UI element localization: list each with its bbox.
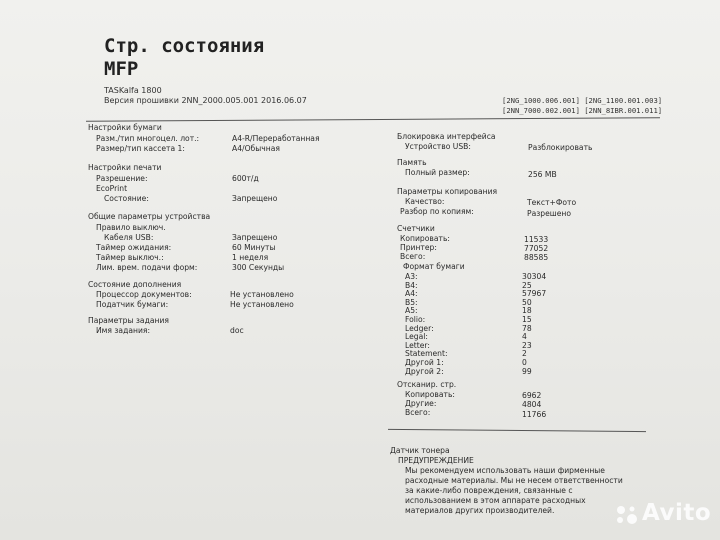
counter-printer-label: Принтер: [400, 243, 437, 252]
avito-logo-icon [614, 504, 640, 526]
paper-format-label: B4: [405, 280, 418, 290]
doc-processor-value: Не установлено [230, 290, 294, 299]
paper-format-label: Legal: [405, 332, 428, 342]
print-settings-heading: Настройки печати [88, 163, 162, 172]
usb-device-label: Устройство USB: [405, 142, 471, 151]
counter-printer-value: 77052 [524, 244, 549, 253]
paper-format-value: 4 [522, 332, 527, 342]
paper-format-value: 15 [522, 315, 532, 324]
ecoprint-state-value: Запрещено [232, 194, 278, 203]
toner-heading: Датчик тонера [390, 446, 450, 455]
sleep-timer-label: Таймер ожидания: [96, 243, 172, 252]
doc-processor-label: Процессор документов: [96, 290, 192, 299]
counter-total-label: Всего: [400, 252, 426, 261]
mp-tray-label: Разм./тип многоцел. лот.: [96, 134, 200, 143]
scan-total-value: 11766 [522, 410, 547, 419]
paper-format-label: A5: [405, 306, 418, 316]
paper-format-value: 18 [522, 306, 532, 316]
device-model: TASKalfa 1800 [104, 86, 162, 95]
usb-cable-label: Кабеля USB: [104, 233, 154, 242]
toner-divider [388, 429, 646, 432]
memory-heading: Память [397, 158, 427, 167]
paper-format-label: Statement: [405, 349, 448, 359]
paper-format-label: A3: [405, 272, 418, 281]
collate-label: Разбор по копиям: [400, 207, 474, 216]
toner-text-3: за какие-либо повреждения, связанные с [405, 486, 573, 495]
paper-format-label: Folio: [405, 315, 426, 324]
usb-cable-value: Запрещено [232, 233, 278, 242]
cassette1-value: A4/Обычная [232, 144, 280, 153]
toner-text-4: использованием в этом аппарате расходных [405, 496, 586, 505]
paper-feeder-value: Не установлено [230, 300, 294, 309]
copy-quality-value: Текст+Фото [527, 198, 577, 207]
toner-text-2: расходные материалы. Мы не несем ответственности [405, 476, 623, 485]
ecoprint-state-label: Состояние: [104, 194, 149, 203]
copy-settings-heading: Параметры копирования [397, 187, 498, 196]
avito-watermark: Avito [642, 500, 712, 526]
scan-copy-value: 6962 [522, 391, 542, 400]
paper-settings-heading: Настройки бумаги [88, 123, 162, 132]
header-divider [86, 117, 660, 122]
copy-quality-label: Качество: [405, 197, 445, 206]
iface-lock-heading: Блокировка интерфейса [397, 132, 496, 141]
paper-format-value: 25 [522, 280, 532, 290]
counter-copy-value: 11533 [524, 235, 549, 244]
sleep-timer-value: 60 Минуты [232, 243, 276, 252]
paper-format-label: A4: [405, 289, 418, 299]
toner-warning: ПРЕДУПРЕЖДЕНИЕ [398, 456, 474, 465]
off-timer-value: 1 неделя [232, 253, 269, 262]
counter-total-value: 88585 [524, 253, 549, 262]
paper-format-value: 50 [522, 297, 532, 307]
cassette1-label: Размер/тип кассета 1: [96, 144, 185, 153]
paper-format-label: Другой 1: [405, 358, 444, 367]
paper-format-value: 0 [522, 358, 527, 367]
paper-format-value: 23 [522, 340, 532, 350]
paper-format-heading: Формат бумаги [403, 262, 465, 271]
paper-format-label: B5: [405, 297, 418, 307]
job-name-value: doc [230, 326, 244, 335]
off-timer-label: Таймер выключ.: [96, 253, 164, 262]
form-feed-limit-label: Лим. врем. подачи форм: [96, 263, 198, 272]
ecoprint-label: EcoPrint [96, 184, 128, 193]
scanned-pages-heading: Отсканир. стр. [397, 380, 457, 389]
paper-format-value: 30304 [522, 272, 547, 281]
counter-copy-label: Копировать: [400, 234, 450, 243]
firmware-version: Версия прошивки 2NN_2000.005.001 2016.06.07 [104, 96, 307, 105]
memory-full-label: Полный размер: [405, 168, 470, 177]
resolution-value: 600т/д [232, 174, 259, 183]
scan-total-label: Всего: [405, 408, 431, 417]
paper-feeder-label: Податчик бумаги: [96, 300, 169, 309]
paper-format-value: 99 [522, 366, 532, 376]
collate-value: Разрешено [527, 209, 571, 218]
mp-tray-value: A4-R/Переработанная [232, 134, 320, 143]
form-feed-limit-value: 300 Секунды [232, 263, 285, 272]
paper-format-value: 2 [522, 349, 527, 359]
page-title: Стр. состояния [104, 35, 265, 57]
paper-format-label: Ledger: [405, 323, 434, 333]
toner-text-5: материалов других производителей. [405, 506, 555, 515]
paper-format-value: 78 [522, 323, 532, 333]
paper-format-label: Другой 2: [405, 366, 444, 376]
scan-other-value: 4804 [522, 400, 542, 409]
device-settings-heading: Общие параметры устройства [88, 212, 211, 221]
firmware-modules-1: [2NG_1000.006.001] [2NG_1100.001.003] [502, 96, 663, 105]
toner-text-1: Мы рекомендуем использовать наши фирменные [405, 466, 605, 475]
firmware-modules-2: [2NN_7000.002.001] [2NN_8IBR.001.011] [502, 106, 663, 115]
options-heading: Состояние дополнения [88, 280, 182, 289]
counters-heading: Счетчики [397, 224, 435, 233]
scan-copy-label: Копировать: [405, 390, 455, 399]
memory-full-value: 256 MB [528, 170, 557, 179]
autooff-rule-label: Правило выключ. [96, 223, 166, 232]
job-name-label: Имя задания: [96, 326, 151, 335]
page-subtitle: MFP [104, 58, 139, 80]
usb-device-value: Разблокировать [528, 143, 593, 152]
paper-format-label: Letter: [405, 340, 430, 350]
job-settings-heading: Параметры задания [88, 316, 169, 325]
scan-other-label: Другие: [405, 399, 437, 408]
paper-format-value: 57967 [522, 289, 547, 299]
resolution-label: Разрешение: [96, 174, 148, 183]
